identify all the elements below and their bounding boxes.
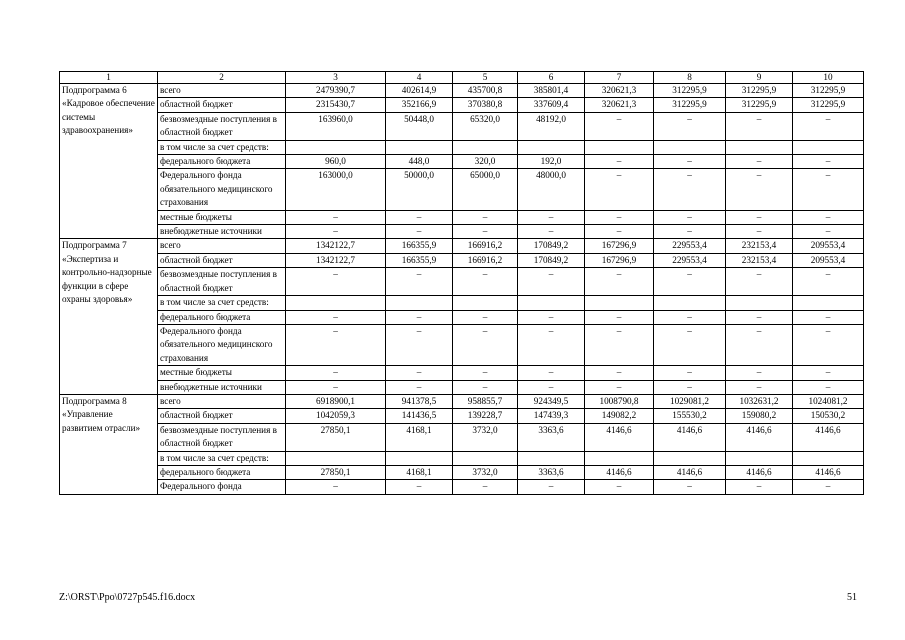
amount-cell: 155530,2: [654, 409, 726, 423]
amount-cell: [453, 451, 518, 465]
amount-cell: 48000,0: [518, 169, 585, 210]
amount-cell: 1032631,2: [726, 394, 793, 408]
table-row: [60, 253, 864, 267]
subprogram-title: Подпрограмма 7 «Экспертиза и контрольно-надзорные функции в сфере охраны здоровья»: [60, 239, 158, 394]
funding-source-label: областной бюджет: [158, 409, 286, 423]
amount-cell: –: [654, 225, 726, 239]
amount-cell: [518, 296, 585, 310]
funding-source-label: Федерального фонда: [158, 480, 286, 494]
table-row: [60, 112, 864, 140]
amount-cell: –: [793, 210, 864, 224]
table-row: [60, 210, 864, 224]
amount-cell: 960,0: [286, 155, 386, 169]
amount-cell: –: [386, 366, 453, 380]
table-row: [60, 310, 864, 324]
funding-source-label: безвозмездные поступления в областной бюджет: [158, 423, 286, 451]
amount-cell: –: [453, 366, 518, 380]
amount-cell: 209553,4: [793, 253, 864, 267]
column-number-cell: 7: [585, 72, 654, 84]
amount-cell: [386, 451, 453, 465]
amount-cell: 139228,7: [453, 409, 518, 423]
amount-cell: 3363,6: [518, 423, 585, 451]
amount-cell: 1024081,2: [793, 394, 864, 408]
amount-cell: –: [286, 380, 386, 394]
amount-cell: 3363,6: [518, 465, 585, 479]
column-number-cell: 8: [654, 72, 726, 84]
funding-source-label: местные бюджеты: [158, 210, 286, 224]
amount-cell: 65000,0: [453, 169, 518, 210]
amount-cell: 232153,4: [726, 239, 793, 253]
amount-cell: –: [386, 225, 453, 239]
amount-cell: 402614,9: [386, 84, 453, 98]
amount-cell: 159080,2: [726, 409, 793, 423]
table-row: [60, 296, 864, 310]
amount-cell: –: [654, 112, 726, 140]
amount-cell: –: [585, 310, 654, 324]
funding-source-label: областной бюджет: [158, 253, 286, 267]
amount-cell: 209553,4: [793, 239, 864, 253]
amount-cell: [286, 451, 386, 465]
amount-cell: 150530,2: [793, 409, 864, 423]
amount-cell: 167296,9: [585, 239, 654, 253]
amount-cell: –: [654, 210, 726, 224]
amount-cell: –: [453, 210, 518, 224]
amount-cell: 4146,6: [793, 465, 864, 479]
amount-cell: –: [386, 380, 453, 394]
amount-cell: –: [585, 169, 654, 210]
amount-cell: –: [286, 268, 386, 296]
amount-cell: –: [726, 155, 793, 169]
amount-cell: –: [793, 324, 864, 365]
amount-cell: 166355,9: [386, 239, 453, 253]
funding-source-label: федерального бюджета: [158, 155, 286, 169]
amount-cell: 320621,3: [585, 98, 654, 112]
amount-cell: [518, 140, 585, 154]
amount-cell: [793, 451, 864, 465]
amount-cell: –: [726, 210, 793, 224]
amount-cell: 147439,3: [518, 409, 585, 423]
funding-source-label: всего: [158, 394, 286, 408]
amount-cell: –: [386, 210, 453, 224]
funding-source-label: безвозмездные поступления в областной бюджет: [158, 112, 286, 140]
amount-cell: –: [793, 225, 864, 239]
amount-cell: 320,0: [453, 155, 518, 169]
amount-cell: [386, 296, 453, 310]
funding-source-label: областной бюджет: [158, 98, 286, 112]
amount-cell: 312295,9: [726, 84, 793, 98]
funding-source-label: внебюджетные источники: [158, 225, 286, 239]
amount-cell: –: [386, 324, 453, 365]
column-number-cell: 10: [793, 72, 864, 84]
amount-cell: –: [726, 169, 793, 210]
amount-cell: –: [793, 310, 864, 324]
amount-cell: 1342122,7: [286, 239, 386, 253]
amount-cell: 229553,4: [654, 253, 726, 267]
amount-cell: –: [453, 268, 518, 296]
amount-cell: 48192,0: [518, 112, 585, 140]
amount-cell: –: [585, 324, 654, 365]
amount-cell: –: [585, 225, 654, 239]
amount-cell: 4146,6: [585, 465, 654, 479]
amount-cell: 312295,9: [793, 84, 864, 98]
amount-cell: –: [726, 480, 793, 494]
funding-source-label: Федерального фонда обязательного медицинского страхования: [158, 169, 286, 210]
amount-cell: 65320,0: [453, 112, 518, 140]
table-row: [60, 324, 864, 365]
amount-cell: –: [585, 112, 654, 140]
amount-cell: –: [654, 310, 726, 324]
amount-cell: 4146,6: [585, 423, 654, 451]
amount-cell: 435700,8: [453, 84, 518, 98]
amount-cell: –: [453, 324, 518, 365]
amount-cell: [654, 140, 726, 154]
amount-cell: [654, 296, 726, 310]
amount-cell: –: [654, 268, 726, 296]
column-number-cell: 5: [453, 72, 518, 84]
funding-source-label: всего: [158, 84, 286, 98]
amount-cell: 27850,1: [286, 423, 386, 451]
amount-cell: –: [585, 380, 654, 394]
amount-cell: –: [518, 210, 585, 224]
amount-cell: [286, 140, 386, 154]
amount-cell: –: [793, 268, 864, 296]
column-number-cell: 4: [386, 72, 453, 84]
amount-cell: –: [585, 268, 654, 296]
amount-cell: 4168,1: [386, 465, 453, 479]
amount-cell: 192,0: [518, 155, 585, 169]
amount-cell: 27850,1: [286, 465, 386, 479]
amount-cell: –: [793, 169, 864, 210]
funding-source-label: местные бюджеты: [158, 366, 286, 380]
amount-cell: 232153,4: [726, 253, 793, 267]
amount-cell: 312295,9: [726, 98, 793, 112]
amount-cell: 166916,2: [453, 239, 518, 253]
amount-cell: 229553,4: [654, 239, 726, 253]
table-row: [60, 140, 864, 154]
amount-cell: 50000,0: [386, 169, 453, 210]
amount-cell: [793, 140, 864, 154]
amount-cell: 166355,9: [386, 253, 453, 267]
funding-source-label: федерального бюджета: [158, 465, 286, 479]
amount-cell: [453, 296, 518, 310]
amount-cell: –: [518, 366, 585, 380]
amount-cell: [585, 296, 654, 310]
subprogram-title: Подпрограмма 8 «Управление развитием отрасли»: [60, 394, 158, 494]
table-row: [60, 366, 864, 380]
column-number-cell: 9: [726, 72, 793, 84]
budget-table: [59, 71, 864, 495]
table-row: [60, 451, 864, 465]
amount-cell: [585, 451, 654, 465]
amount-cell: 4146,6: [793, 423, 864, 451]
amount-cell: –: [386, 310, 453, 324]
amount-cell: 352166,9: [386, 98, 453, 112]
column-number-cell: 1: [60, 72, 158, 84]
amount-cell: –: [518, 268, 585, 296]
column-number-row: [60, 72, 864, 84]
amount-cell: –: [453, 380, 518, 394]
amount-cell: 312295,9: [654, 98, 726, 112]
amount-cell: [518, 451, 585, 465]
amount-cell: [793, 296, 864, 310]
amount-cell: –: [585, 155, 654, 169]
subprogram-title: Подпрограмма 6 «Кадровое обеспечение системы здравоохранения»: [60, 84, 158, 239]
table-row: [60, 239, 864, 253]
table-row: [60, 98, 864, 112]
amount-cell: [585, 140, 654, 154]
amount-cell: 320621,3: [585, 84, 654, 98]
amount-cell: –: [726, 225, 793, 239]
amount-cell: –: [654, 155, 726, 169]
amount-cell: 2315430,7: [286, 98, 386, 112]
amount-cell: [286, 296, 386, 310]
amount-cell: –: [386, 480, 453, 494]
amount-cell: 6918900,1: [286, 394, 386, 408]
funding-source-label: федерального бюджета: [158, 310, 286, 324]
amount-cell: 4146,6: [726, 423, 793, 451]
table-row: [60, 225, 864, 239]
amount-cell: –: [286, 480, 386, 494]
amount-cell: –: [726, 380, 793, 394]
amount-cell: –: [726, 112, 793, 140]
amount-cell: 337609,4: [518, 98, 585, 112]
amount-cell: –: [518, 380, 585, 394]
amount-cell: –: [453, 310, 518, 324]
amount-cell: –: [793, 155, 864, 169]
amount-cell: 4146,6: [726, 465, 793, 479]
amount-cell: 370380,8: [453, 98, 518, 112]
amount-cell: –: [518, 310, 585, 324]
amount-cell: 166916,2: [453, 253, 518, 267]
amount-cell: [386, 140, 453, 154]
amount-cell: 385801,4: [518, 84, 585, 98]
amount-cell: [726, 296, 793, 310]
funding-source-label: безвозмездные поступления в областной бюджет: [158, 268, 286, 296]
column-number-cell: 2: [158, 72, 286, 84]
amount-cell: –: [793, 112, 864, 140]
amount-cell: –: [726, 268, 793, 296]
table-row: [60, 380, 864, 394]
amount-cell: 141436,5: [386, 409, 453, 423]
column-number-cell: 6: [518, 72, 585, 84]
amount-cell: –: [453, 480, 518, 494]
amount-cell: 3732,0: [453, 423, 518, 451]
amount-cell: 4146,6: [654, 423, 726, 451]
amount-cell: 312295,9: [793, 98, 864, 112]
amount-cell: 50448,0: [386, 112, 453, 140]
amount-cell: 163960,0: [286, 112, 386, 140]
table-row: [60, 84, 864, 98]
amount-cell: –: [793, 380, 864, 394]
amount-cell: [726, 451, 793, 465]
amount-cell: –: [286, 324, 386, 365]
amount-cell: –: [518, 225, 585, 239]
amount-cell: –: [793, 480, 864, 494]
amount-cell: –: [286, 210, 386, 224]
funding-source-label: в том числе за счет средств:: [158, 451, 286, 465]
amount-cell: 167296,9: [585, 253, 654, 267]
table-row: [60, 169, 864, 210]
column-number-cell: 3: [286, 72, 386, 84]
amount-cell: [453, 140, 518, 154]
amount-cell: 1029081,2: [654, 394, 726, 408]
amount-cell: 170849,2: [518, 239, 585, 253]
amount-cell: 149082,2: [585, 409, 654, 423]
amount-cell: –: [453, 225, 518, 239]
table-row: [60, 394, 864, 408]
amount-cell: 941378,5: [386, 394, 453, 408]
amount-cell: –: [518, 324, 585, 365]
amount-cell: 448,0: [386, 155, 453, 169]
amount-cell: 4146,6: [654, 465, 726, 479]
amount-cell: –: [654, 169, 726, 210]
funding-source-label: Федерального фонда обязательного медицинского страхования: [158, 324, 286, 365]
amount-cell: –: [726, 324, 793, 365]
amount-cell: 163000,0: [286, 169, 386, 210]
amount-cell: –: [654, 324, 726, 365]
amount-cell: 958855,7: [453, 394, 518, 408]
amount-cell: 1042059,3: [286, 409, 386, 423]
amount-cell: –: [286, 310, 386, 324]
amount-cell: –: [654, 480, 726, 494]
amount-cell: –: [386, 268, 453, 296]
amount-cell: 4168,1: [386, 423, 453, 451]
funding-source-label: всего: [158, 239, 286, 253]
funding-source-label: внебюджетные источники: [158, 380, 286, 394]
amount-cell: 924349,5: [518, 394, 585, 408]
amount-cell: –: [585, 480, 654, 494]
amount-cell: 2479390,7: [286, 84, 386, 98]
amount-cell: –: [654, 366, 726, 380]
amount-cell: 170849,2: [518, 253, 585, 267]
table-row: [60, 155, 864, 169]
amount-cell: –: [793, 366, 864, 380]
amount-cell: [726, 140, 793, 154]
funding-source-label: в том числе за счет средств:: [158, 140, 286, 154]
amount-cell: 1008790,8: [585, 394, 654, 408]
amount-cell: –: [654, 380, 726, 394]
amount-cell: –: [286, 225, 386, 239]
amount-cell: 3732,0: [453, 465, 518, 479]
table-row: [60, 480, 864, 494]
table-row: [60, 268, 864, 296]
table-row: [60, 409, 864, 423]
page-number: 51: [847, 592, 857, 603]
amount-cell: 1342122,7: [286, 253, 386, 267]
amount-cell: –: [726, 310, 793, 324]
amount-cell: –: [585, 366, 654, 380]
amount-cell: 312295,9: [654, 84, 726, 98]
file-path: Z:\ORST\Ppo\0727p545.f16.docx: [59, 592, 196, 603]
amount-cell: –: [585, 210, 654, 224]
amount-cell: –: [518, 480, 585, 494]
amount-cell: [654, 451, 726, 465]
table-row: [60, 465, 864, 479]
funding-source-label: в том числе за счет средств:: [158, 296, 286, 310]
table-row: [60, 423, 864, 451]
amount-cell: –: [286, 366, 386, 380]
amount-cell: –: [726, 366, 793, 380]
